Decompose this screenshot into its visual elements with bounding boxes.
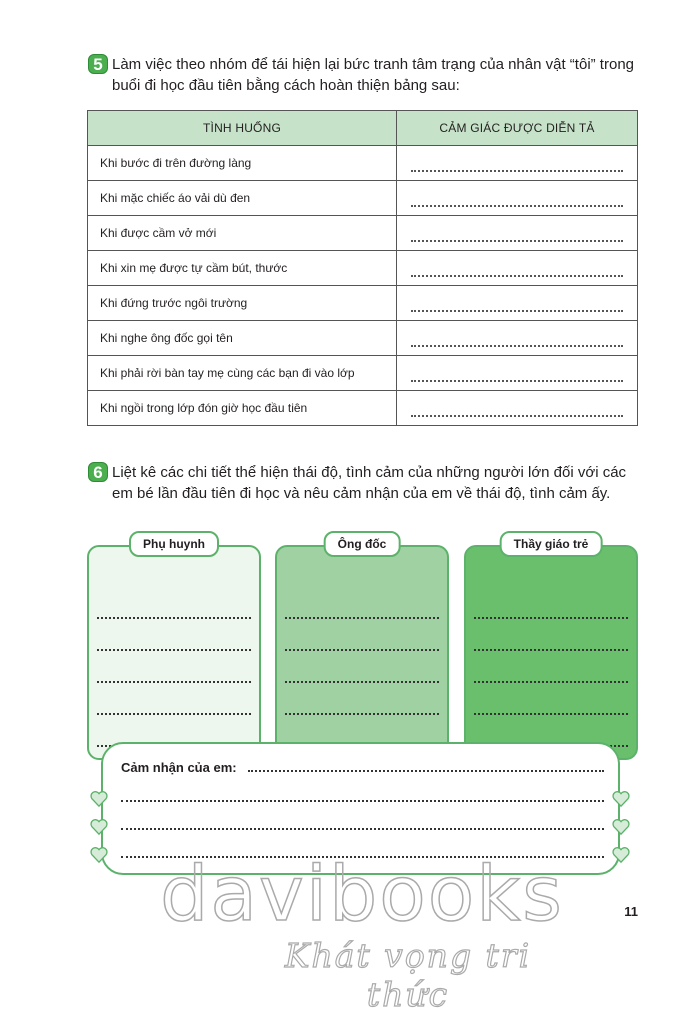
card-label: Ông đốc [324, 531, 401, 557]
situation-cell: Khi ngồi trong lớp đón giờ học đầu tiên [88, 391, 397, 426]
card-answer-lines[interactable] [285, 587, 439, 747]
table-row [88, 321, 638, 356]
task-instruction: Liệt kê các chi tiết thể hiện thái độ, tình cảm của những người lớn đối với các em bé lần đầu tiên đi học và nêu cảm nhận của em về thái độ, tình cảm ấy. [112, 464, 627, 502]
feeling-answer-field[interactable] [397, 181, 638, 216]
heart-icon [90, 846, 108, 864]
table-row [88, 356, 638, 391]
feeling-answer-field[interactable] [397, 321, 638, 356]
header-situation: TÌNH HUỐNG [88, 111, 397, 146]
situation-cell: Khi được cầm vở mới [88, 216, 397, 251]
task-number-badge: 6 [88, 462, 108, 482]
heart-icon [612, 818, 630, 836]
table-row [88, 216, 638, 251]
card-label: Thầy giáo trẻ [500, 531, 603, 557]
situation-cell: Khi nghe ông đốc gọi tên [88, 321, 397, 356]
task-instruction: Làm việc theo nhóm để tái hiện lại bức tranh tâm trạng của nhân vật “tôi” trong buổi đi học đầu tiên bằng cách hoàn thiện bảng sau: [112, 56, 634, 94]
task-5 [88, 54, 648, 96]
task-number-badge: 5 [88, 54, 108, 74]
heart-icon [612, 846, 630, 864]
situation-cell: Khi mặc chiếc áo vải dù đen [88, 181, 397, 216]
table-row [88, 181, 638, 216]
card-parents [87, 537, 261, 760]
page-number: 11 [624, 904, 638, 919]
table-row [88, 286, 638, 321]
brand-watermark: davibooks [160, 849, 564, 938]
heart-icon [612, 790, 630, 808]
feeling-answer-field[interactable] [397, 391, 638, 426]
reflection-label: Cảm nhận của em: [121, 760, 237, 775]
heart-icon [90, 818, 108, 836]
card-label: Phụ huynh [129, 531, 219, 557]
feeling-answer-field[interactable] [397, 251, 638, 286]
feeling-answer-field[interactable] [397, 286, 638, 321]
feeling-answer-field[interactable] [397, 356, 638, 391]
card-young-teacher [464, 537, 638, 760]
reflection-answer-line[interactable] [121, 800, 604, 802]
situation-feeling-table [87, 110, 638, 426]
table-row [88, 251, 638, 286]
situation-cell: Khi đứng trước ngôi trường [88, 286, 397, 321]
task-6 [88, 462, 648, 504]
table-header-row [88, 111, 638, 146]
table-row [88, 146, 638, 181]
table-row [88, 391, 638, 426]
reflection-answer-line[interactable] [121, 828, 604, 830]
feeling-answer-field[interactable] [397, 146, 638, 181]
heart-icon [90, 790, 108, 808]
situation-cell: Khi bước đi trên đường làng [88, 146, 397, 181]
situation-cell: Khi phải rời bàn tay mẹ cùng các bạn đi vào lớp [88, 356, 397, 391]
card-answer-lines[interactable] [97, 587, 251, 747]
card-principal [275, 537, 449, 760]
situation-cell: Khi xin mẹ được tự cầm bút, thước [88, 251, 397, 286]
reflection-answer-line[interactable] [248, 770, 604, 772]
card-answer-lines[interactable] [474, 587, 628, 747]
brand-tagline: Khát vọng tri thức [284, 936, 532, 1014]
header-feeling: CẢM GIÁC ĐƯỢC DIỄN TẢ [397, 111, 638, 146]
feeling-answer-field[interactable] [397, 216, 638, 251]
